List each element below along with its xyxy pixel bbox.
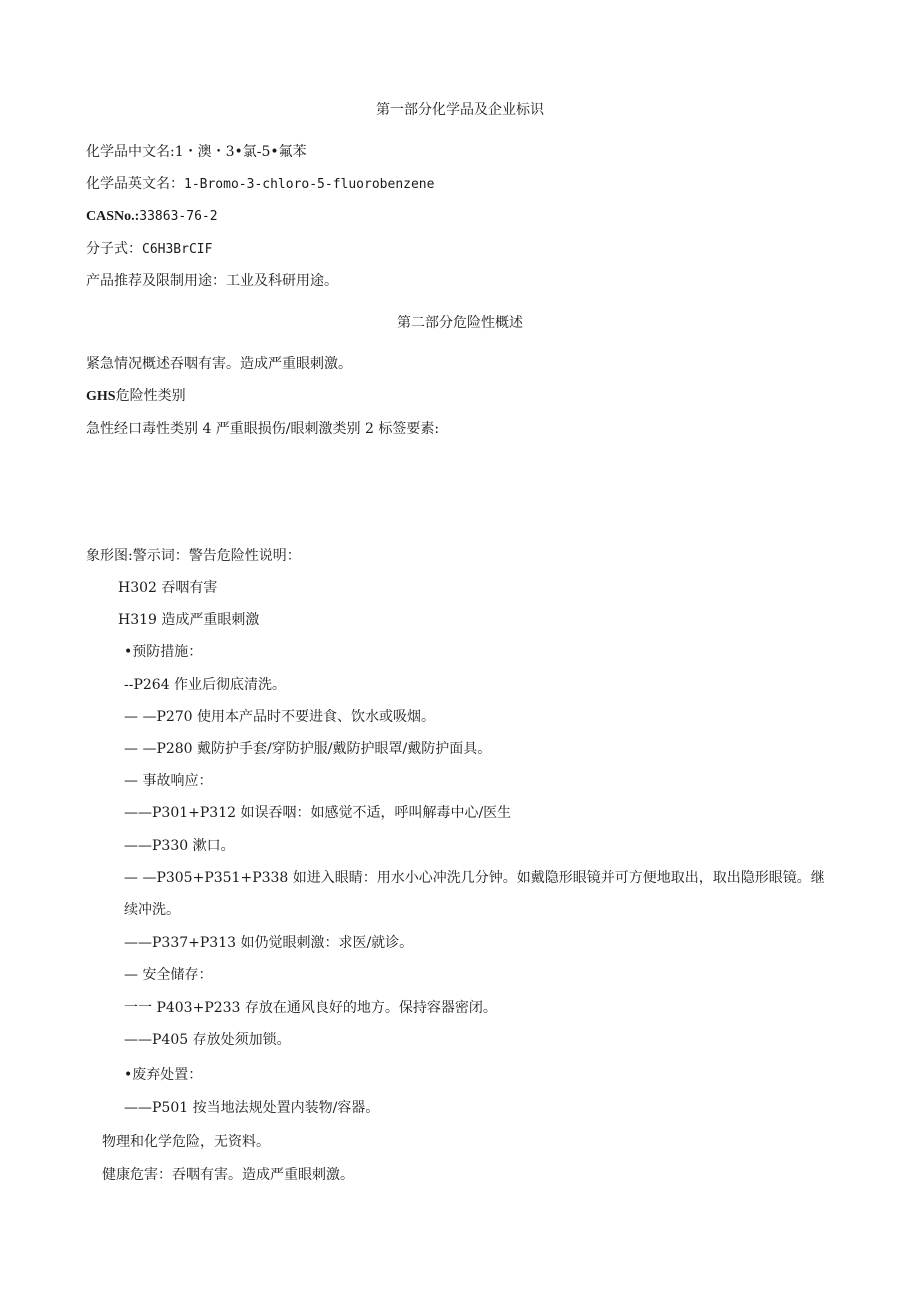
emergency-overview: 紧急情况概述吞咽有害。造成严重眼刺激。 <box>86 356 352 372</box>
formula-value: C6H3BrCIF <box>142 242 213 257</box>
p280-statement: — —P280 戴防护手套/穿防护服/戴防护眼罩/戴防护面具。 <box>124 741 492 757</box>
section2-title: 第二部分危险性概述 <box>397 315 523 331</box>
storage-heading: — 安全储存： <box>124 967 213 983</box>
h302-statement: H302 吞咽有害 <box>118 580 218 596</box>
cas-number <box>86 207 218 226</box>
chemical-cn-name <box>86 143 307 161</box>
prevention-heading: •预防措施： <box>124 644 203 660</box>
chemical-en-name <box>86 175 434 194</box>
ghs-heading <box>86 387 186 406</box>
response-heading: — 事故响应： <box>124 773 213 789</box>
section1-title: 第一部分化学品及企业标识 <box>376 102 544 118</box>
pictogram-line: 象形图:警示词：警告危险性说明： <box>86 548 301 564</box>
cn-name-label: 化学品中文名: <box>86 144 175 160</box>
recommended-use: 产品推荐及限制用途：工业及科研用途。 <box>86 273 338 289</box>
p501-statement: ——P501 按当地法规处置内装物/容器。 <box>124 1100 380 1116</box>
en-name-value: 1-Bromo-3-chloro-5-fluorobenzene <box>184 177 435 192</box>
cas-label: CASNo.: <box>86 209 140 224</box>
p301-statement: ——P301+P312 如误吞咽：如感觉不适，呼叫解毒中心/医生 <box>124 805 512 821</box>
p403-statement: 一一 P403+P233 存放在通风良好的地方。保持容器密闭。 <box>124 1000 497 1016</box>
p337-statement: ——P337+P313 如仍觉眼刺激：求医/就诊。 <box>124 935 414 951</box>
en-name-label: 化学品英文名： <box>86 176 184 192</box>
hazard-categories: 急性经口毒性类别 4 严重眼损伤/眼刺激类别 2 标签要素: <box>86 421 440 437</box>
disposal-heading: •废弃处置： <box>124 1067 203 1083</box>
p264-statement: --P264 作业后彻底清洗。 <box>124 677 287 693</box>
formula-label: 分子式： <box>86 241 142 257</box>
health-hazard: 健康危害：吞咽有害。造成严重眼刺激。 <box>102 1167 354 1183</box>
molecular-formula <box>86 240 212 259</box>
p330-statement: ——P330 漱口。 <box>124 838 235 854</box>
p305-statement: — —P305+P351+P338 如进入眼睛：用水小心冲洗几分钟。如戴隐形眼镜并可方便地取出，取出隐形眼镜。继续冲洗。 <box>124 870 825 918</box>
p405-statement: ——P405 存放处须加锁。 <box>124 1032 291 1048</box>
p270-statement: — —P270 使用本产品时不要进食、饮水或吸烟。 <box>124 709 436 725</box>
ghs-label-rest: 危险性类别 <box>115 388 186 404</box>
h319-statement: H319 造成严重眼刺激 <box>118 612 260 628</box>
cas-value: 33863-76-2 <box>139 209 218 224</box>
ghs-label-bold: GHS <box>86 389 116 404</box>
cn-name-value: 1・澳・3•氯-5•氟苯 <box>174 144 307 160</box>
physical-hazard: 物理和化学危险，无资料。 <box>102 1134 270 1150</box>
